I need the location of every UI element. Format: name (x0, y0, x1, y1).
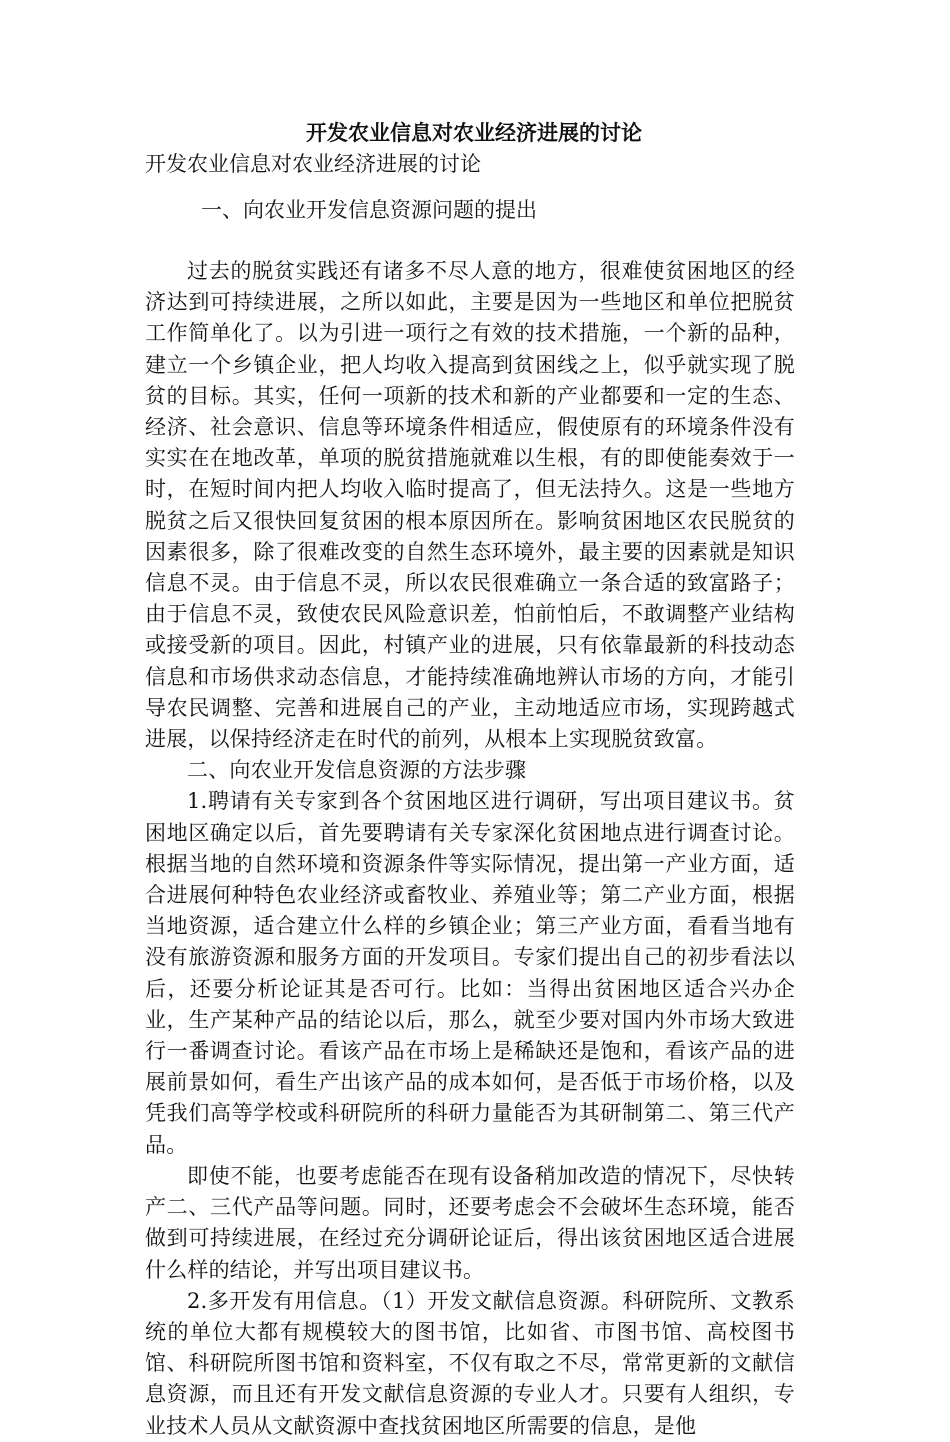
document-title: 开发农业信息对农业经济进展的讨论 (306, 121, 642, 145)
section-1-heading: 一、向农业开发信息资源问题的提出 (201, 198, 537, 222)
paragraph-1: 过去的脱贫实践还有诸多不尽人意的地方，很难使贫困地区的经济达到可持续进展，之所以如此，主要是因为一些地区和单位把脱贫工作简单化了。以为引进一项行之有效的技术措施，一个新的品种，建立一个乡镇企业，把人均收入提高到贫困线之上，似乎就实现了脱贫的目标。其实，任何一项新的技术和新的产业都要和一定的生态、经济、社会意识、信息等环境条件相适应，假使原有的环境条件没有实实在在地改革，单项的脱贫措施就难以生根，有的即使能奏效于一时，在短时间内把人均收入临时提高了，但无法持久。这是一些地方脱贫之后又很快回复贫困的根本原因所在。影响贫困地区农民脱贫的因素很多，除了很难改变的自然生态环境外，最主要的因素就是知识信息不灵。由于信息不灵，所以农民很难确立一条合适的致富路子；由于信息不灵，致使农民风险意识差，怕前怕后，不敢调整产业结构或接受新的项目。因此，村镇产业的进展，只有依靠最新的科技动态信息和市场供求动态信息，才能持续准确地辨认市场的方向，才能引导农民调整、完善和进展自己的产业，主动地适应市场，实现跨越式进展，以保持经济走在时代的前列，从根本上实现脱贫致富。 (145, 259, 795, 752)
paragraph-4: 2.多开发有用信息。（1）开发文献信息资源。科研院所、文教系统的单位大都有规模较大的图书馆，比如省、市图书馆、高校图书馆、科研院所图书馆和资料室，不仅有取之不尽，常常更新的文献信息资源，而且还有开发文献信息资源的专业人才。只要有人组织，专业技术人员从文献资源中查找贫困地区所需要的信息，是他 (145, 1288, 795, 1438)
paragraph-3: 即使不能，也要考虑能否在现有设备稍加改造的情况下，尽快转产二、三代产品等问题。同时，还要考虑会不会破坏生态环境，能否做到可持续进展，在经过充分调研论证后，得出该贫困地区适合进展什么样的结论，并写出项目建议书。 (145, 1163, 795, 1282)
section-2-heading: 二、向农业开发信息资源的方法步骤 (187, 758, 527, 783)
paragraph-2: 1.聘请有关专家到各个贫困地区进行调研，写出项目建议书。贫困地区确定以后，首先要聘请有关专家深化贫困地点进行调查讨论。根据当地的自然环境和资源条件等实际情况，提出第一产业方面，适合进展何种特色农业经济或畜牧业、养殖业等；第二产业方面，根据当地资源，适合建立什么样的乡镇企业；第三产业方面，看看当地有没有旅游资源和服务方面的开发项目。专家们提出自己的初步看法以后，还要分析论证其是否可行。比如：当得出贫困地区适合兴办企业，生产某种产品的结论以后，那么，就至少要对国内外市场大致进行一番调查讨论。看该产品在市场上是稀缺还是饱和，看该产品的进展前景如何，看生产出该产品的成本如何，是否低于市场价格，以及凭我们高等学校或科研院所的科研力量能否为其研制第二、第三代产品。 (145, 789, 795, 1157)
document-subtitle: 开发农业信息对农业经济进展的讨论 (145, 152, 481, 176)
